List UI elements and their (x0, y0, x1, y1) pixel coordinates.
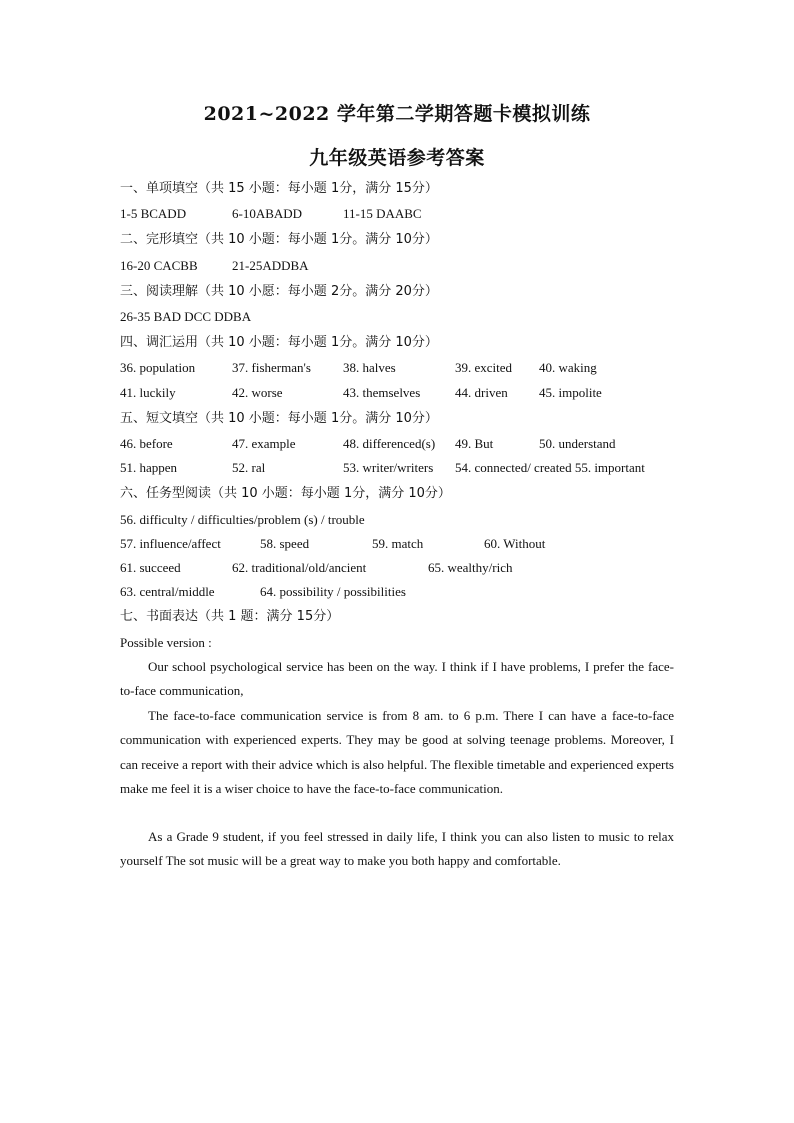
answer-cell: 46. before (120, 436, 173, 451)
answer-cell: 65. wealthy/rich (428, 560, 513, 575)
answer-cell: 40. waking (539, 360, 597, 375)
document-title: 2021~2022 学年第二学期答题卡模拟训练 (203, 103, 591, 125)
answer-cell: 47. example (232, 436, 296, 451)
answer-cell: 41. luckily (120, 385, 176, 400)
answer-cell: 57. influence/affect (120, 536, 221, 551)
answer-cell: 21-25ADDBA (232, 258, 309, 273)
answer-cell: 45. impolite (539, 385, 602, 400)
document-subtitle: 九年级英语参考答案 (309, 147, 485, 169)
section-heading-4: 四、调汇运用（共 10 小题：每小题 1分。满分 10分） (120, 335, 438, 350)
answer-cell: 59. match (372, 536, 424, 551)
answer-cell: 60. Without (484, 536, 546, 551)
answer-cell: 64. possibility / possibilities (260, 584, 406, 599)
answer-cell: 63. central/middle (120, 584, 215, 599)
answer-cell: 58. speed (260, 536, 310, 551)
answer-cell: 54. connected/ created 55. important (455, 460, 645, 475)
answer-cell: 44. driven (455, 385, 508, 400)
answer-cell: 11-15 DAABC (343, 206, 422, 221)
answer-cell: 16-20 CACBB (120, 258, 198, 273)
answer-cell: 6-10ABADD (232, 206, 303, 221)
section-heading-3: 三、阅读理解（共 10 小愿：每小题 2分。满分 20分） (120, 284, 438, 299)
section-heading-2: 二、完形填空（共 10 小题：每小题 1分。满分 10分） (120, 232, 438, 247)
essay-paragraph-2: The face-to-face communication service is from 8 am. to 6 p.m. There I can have a face-to-face communication with experienced experts. They may be good at solving teenage problems. Moreover, I can receive a report with their advice which is also helpful. The flexible timetable and experienced experts make me feel it is a wiser choice to have the face-to-face communication. (120, 708, 674, 796)
answer-cell: 53. writer/writers (343, 460, 434, 475)
answer-cell: 50. understand (539, 436, 616, 451)
section-heading-5: 五、短文填空（共 10 小题：每小题 1分。满分 10分） (120, 411, 438, 426)
essay-paragraph-3: As a Grade 9 student, if you feel stressed in daily life, I think you can also listen to music to relax yourself The sot music will be a great way to make you both happy and comfortable. (120, 829, 674, 869)
section-heading-1: 一、单项填空（共 15 小题：每小题 1分，满分 15分） (120, 181, 438, 196)
answer-cell: 26-35 BAD DCC DDBA (120, 309, 252, 324)
answer-cell: 43. themselves (343, 385, 421, 400)
answer-cell: 62. traditional/old/ancient (232, 560, 367, 575)
essay-label: Possible version : (120, 635, 212, 650)
answer-cell: 49. But (455, 436, 494, 451)
answer-cell: 37. fisherman's (232, 360, 311, 375)
section-heading-6: 六、任务型阅读（共 10 小题：每小题 1分，满分 10分） (120, 486, 451, 501)
answer-cell: 1-5 BCADD (120, 206, 187, 221)
answer-cell: 42. worse (232, 385, 283, 400)
essay-paragraph-1: Our school psychological service has been on the way. I think if I have problems, I prefer the face-to-face communication, (120, 659, 674, 699)
answer-cell: 52. ral (232, 460, 266, 475)
answer-cell: 38. halves (343, 360, 396, 375)
answer-cell: 56. difficulty / difficulties/problem (s) / trouble (120, 512, 365, 527)
section-heading-7: 七、书面表达（共 1 题：满分 15分） (120, 609, 340, 624)
answer-cell: 36. population (120, 360, 196, 375)
answer-cell: 39. excited (455, 360, 513, 375)
answer-cell: 51. happen (120, 460, 178, 475)
answer-cell: 48. differenced(s) (343, 436, 436, 451)
answer-cell: 61. succeed (120, 560, 181, 575)
